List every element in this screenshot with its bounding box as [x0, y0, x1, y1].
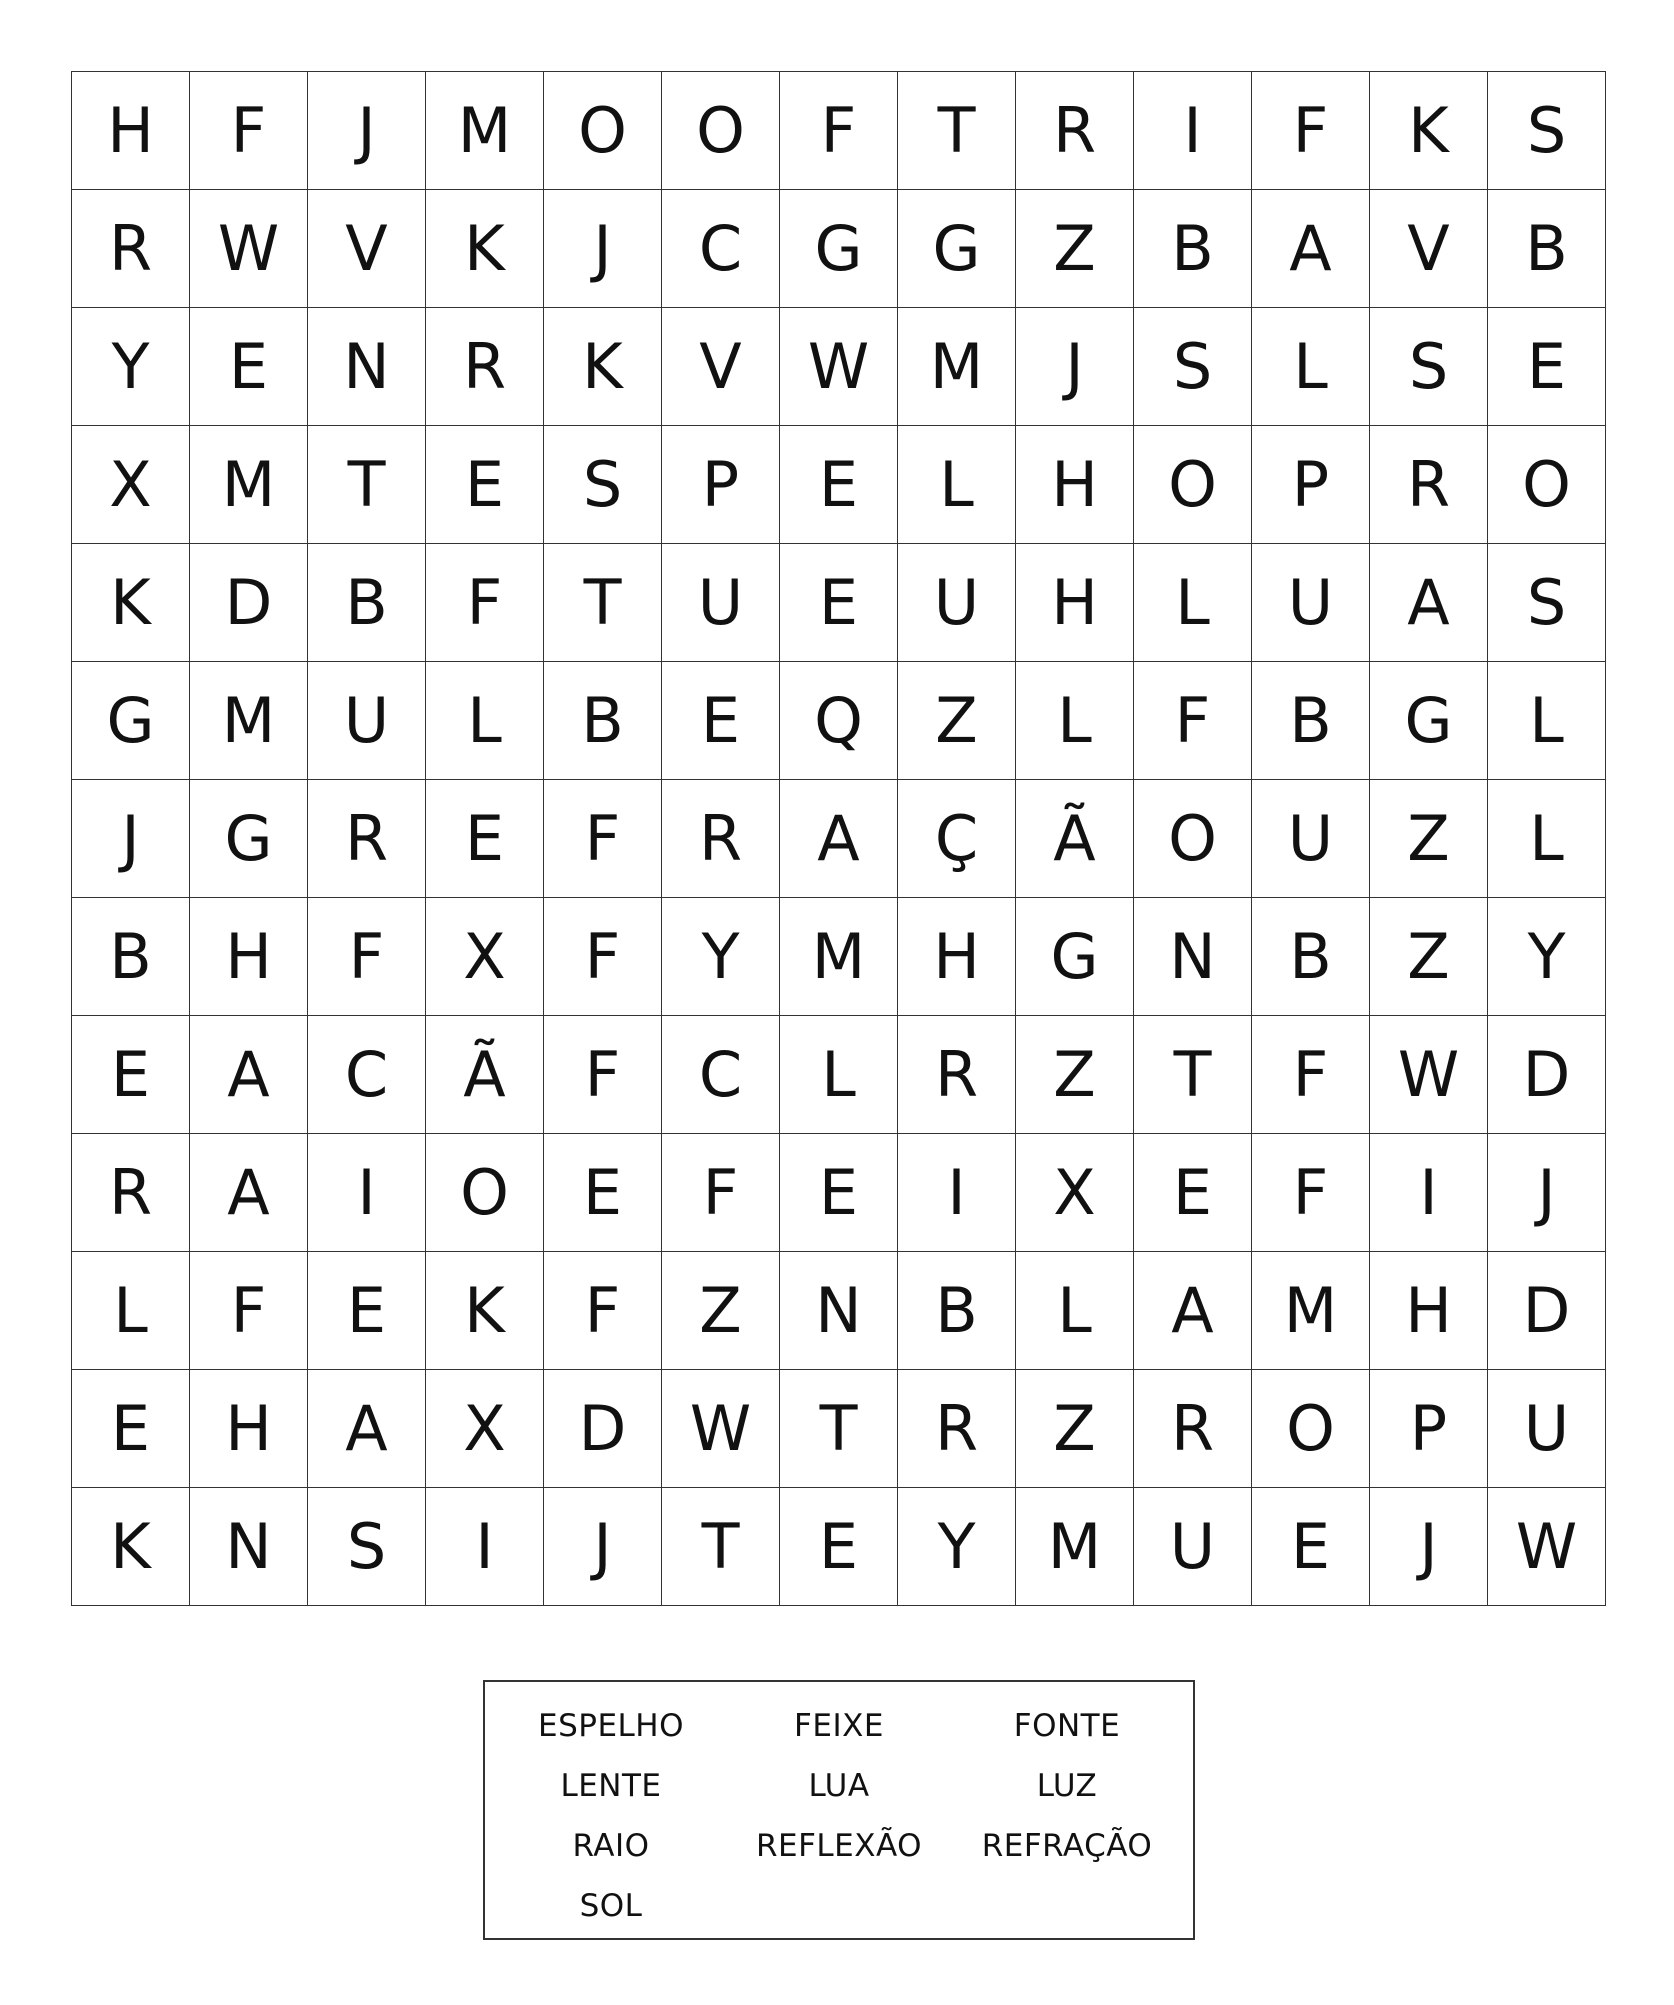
grid-cell[interactable]: N: [190, 1488, 308, 1606]
grid-cell[interactable]: P: [1252, 426, 1370, 544]
grid-cell[interactable]: Z: [1370, 898, 1488, 1016]
grid-cell[interactable]: R: [426, 308, 544, 426]
grid-cell[interactable]: R: [662, 780, 780, 898]
grid-cell[interactable]: W: [1488, 1488, 1606, 1606]
grid-cell[interactable]: I: [308, 1134, 426, 1252]
grid-cell[interactable]: Ã: [426, 1016, 544, 1134]
grid-cell[interactable]: E: [780, 1488, 898, 1606]
grid-cell[interactable]: X: [72, 426, 190, 544]
word-list: [483, 1680, 1195, 1940]
grid-cell[interactable]: M: [190, 662, 308, 780]
grid-cell[interactable]: J: [72, 780, 190, 898]
grid-cell[interactable]: R: [898, 1370, 1016, 1488]
grid-cell[interactable]: S: [544, 426, 662, 544]
grid-cell[interactable]: F: [426, 544, 544, 662]
grid-cell[interactable]: B: [1134, 190, 1252, 308]
grid-cell[interactable]: R: [898, 1016, 1016, 1134]
grid-cell[interactable]: N: [308, 308, 426, 426]
grid-cell[interactable]: S: [1134, 308, 1252, 426]
grid-cell[interactable]: C: [308, 1016, 426, 1134]
grid-cell[interactable]: Y: [662, 898, 780, 1016]
grid-cell[interactable]: A: [780, 780, 898, 898]
grid-cell[interactable]: W: [780, 308, 898, 426]
grid-cell[interactable]: R: [1134, 1370, 1252, 1488]
grid-cell[interactable]: W: [662, 1370, 780, 1488]
grid-cell[interactable]: L: [1488, 662, 1606, 780]
grid-cell[interactable]: R: [72, 1134, 190, 1252]
grid-cell[interactable]: Y: [1488, 898, 1606, 1016]
grid-cell[interactable]: E: [662, 662, 780, 780]
grid-cell[interactable]: K: [72, 1488, 190, 1606]
grid-cell[interactable]: L: [426, 662, 544, 780]
grid-cell[interactable]: F: [190, 72, 308, 190]
grid-cell[interactable]: M: [1016, 1488, 1134, 1606]
grid-cell[interactable]: M: [190, 426, 308, 544]
grid-cell[interactable]: I: [1134, 72, 1252, 190]
grid-cell[interactable]: G: [72, 662, 190, 780]
grid-cell[interactable]: H: [72, 72, 190, 190]
grid-cell[interactable]: M: [898, 308, 1016, 426]
grid-cell[interactable]: S: [1488, 72, 1606, 190]
grid-cell[interactable]: M: [780, 898, 898, 1016]
grid-cell[interactable]: Y: [72, 308, 190, 426]
grid-cell[interactable]: F: [780, 72, 898, 190]
grid-cell[interactable]: A: [190, 1134, 308, 1252]
grid-cell[interactable]: Q: [780, 662, 898, 780]
grid-cell[interactable]: Y: [898, 1488, 1016, 1606]
grid-cell[interactable]: K: [426, 1252, 544, 1370]
grid-cell[interactable]: F: [544, 898, 662, 1016]
grid-cell[interactable]: C: [662, 190, 780, 308]
grid-cell[interactable]: U: [1252, 544, 1370, 662]
grid-cell[interactable]: I: [898, 1134, 1016, 1252]
grid-cell[interactable]: L: [898, 426, 1016, 544]
grid-cell[interactable]: L: [1016, 662, 1134, 780]
word-list-item: REFLEXÃO: [755, 1828, 923, 1864]
grid-cell[interactable]: K: [1370, 72, 1488, 190]
word-list-item: FONTE: [1013, 1708, 1121, 1744]
grid-cell[interactable]: U: [308, 662, 426, 780]
grid-cell[interactable]: O: [662, 72, 780, 190]
grid-cell[interactable]: E: [1252, 1488, 1370, 1606]
grid-cell[interactable]: D: [1488, 1016, 1606, 1134]
grid-cell[interactable]: R: [72, 190, 190, 308]
word-search-grid: [71, 71, 1606, 1606]
grid-cell[interactable]: Ã: [1016, 780, 1134, 898]
grid-cell[interactable]: U: [662, 544, 780, 662]
grid-cell[interactable]: F: [544, 1252, 662, 1370]
grid-cell[interactable]: B: [898, 1252, 1016, 1370]
grid-cell[interactable]: J: [1488, 1134, 1606, 1252]
grid-cell[interactable]: O: [1134, 780, 1252, 898]
grid-cell[interactable]: O: [426, 1134, 544, 1252]
word-list-item: LUZ: [1036, 1768, 1098, 1804]
grid-cell[interactable]: O: [1134, 426, 1252, 544]
grid-cell[interactable]: L: [1488, 780, 1606, 898]
grid-cell[interactable]: E: [1134, 1134, 1252, 1252]
grid-cell[interactable]: T: [544, 544, 662, 662]
grid-cell[interactable]: V: [1370, 190, 1488, 308]
grid-cell[interactable]: E: [308, 1252, 426, 1370]
grid-cell[interactable]: H: [1016, 426, 1134, 544]
grid-cell[interactable]: U: [1134, 1488, 1252, 1606]
grid-cell[interactable]: A: [190, 1016, 308, 1134]
grid-cell[interactable]: E: [544, 1134, 662, 1252]
grid-cell[interactable]: H: [190, 1370, 308, 1488]
grid-cell[interactable]: Z: [1016, 1016, 1134, 1134]
grid-cell[interactable]: A: [1134, 1252, 1252, 1370]
grid-cell[interactable]: E: [780, 426, 898, 544]
grid-cell[interactable]: L: [1016, 1252, 1134, 1370]
grid-cell[interactable]: C: [662, 1016, 780, 1134]
grid-cell[interactable]: W: [190, 190, 308, 308]
word-list-item: LUA: [808, 1768, 870, 1804]
grid-cell[interactable]: B: [308, 544, 426, 662]
grid-cell[interactable]: B: [544, 662, 662, 780]
grid-cell[interactable]: R: [1016, 72, 1134, 190]
word-list-item: REFRAÇÃO: [981, 1828, 1153, 1864]
grid-cell[interactable]: L: [780, 1016, 898, 1134]
grid-cell[interactable]: U: [898, 544, 1016, 662]
grid-cell[interactable]: X: [426, 1370, 544, 1488]
grid-cell[interactable]: E: [780, 544, 898, 662]
grid-cell[interactable]: V: [662, 308, 780, 426]
grid-cell[interactable]: L: [1134, 544, 1252, 662]
grid-cell[interactable]: F: [1252, 1134, 1370, 1252]
grid-cell[interactable]: T: [308, 426, 426, 544]
grid-cell[interactable]: T: [898, 72, 1016, 190]
grid-cell[interactable]: K: [72, 544, 190, 662]
grid-cell[interactable]: D: [544, 1370, 662, 1488]
grid-cell[interactable]: G: [1016, 898, 1134, 1016]
grid-cell[interactable]: E: [72, 1016, 190, 1134]
grid-cell[interactable]: D: [190, 544, 308, 662]
grid-cell[interactable]: E: [780, 1134, 898, 1252]
grid-cell[interactable]: F: [1252, 72, 1370, 190]
grid-cell[interactable]: L: [72, 1252, 190, 1370]
grid-cell[interactable]: F: [190, 1252, 308, 1370]
grid-cell[interactable]: N: [1134, 898, 1252, 1016]
grid-cell[interactable]: Ç: [898, 780, 1016, 898]
grid-cell[interactable]: S: [1488, 544, 1606, 662]
grid-cell[interactable]: B: [1252, 662, 1370, 780]
grid-cell[interactable]: I: [1370, 1134, 1488, 1252]
grid-cell[interactable]: X: [1016, 1134, 1134, 1252]
grid-cell[interactable]: P: [1370, 1370, 1488, 1488]
grid-cell[interactable]: F: [308, 898, 426, 1016]
grid-cell[interactable]: J: [1370, 1488, 1488, 1606]
grid-cell[interactable]: F: [544, 1016, 662, 1134]
grid-cell[interactable]: R: [308, 780, 426, 898]
grid-cell[interactable]: P: [662, 426, 780, 544]
grid-cell[interactable]: G: [898, 190, 1016, 308]
grid-cell[interactable]: K: [544, 308, 662, 426]
grid-cell[interactable]: S: [1370, 308, 1488, 426]
word-list-item: SOL: [579, 1888, 643, 1924]
grid-cell[interactable]: E: [426, 780, 544, 898]
grid-cell[interactable]: X: [426, 898, 544, 1016]
grid-cell[interactable]: Z: [1370, 780, 1488, 898]
word-list-item: FEIXE: [794, 1708, 884, 1744]
grid-cell[interactable]: T: [662, 1488, 780, 1606]
grid-cell[interactable]: K: [426, 190, 544, 308]
grid-cell[interactable]: H: [1016, 544, 1134, 662]
grid-cell[interactable]: J: [544, 1488, 662, 1606]
grid-cell[interactable]: G: [1370, 662, 1488, 780]
grid-cell[interactable]: F: [1252, 1016, 1370, 1134]
grid-cell[interactable]: O: [1488, 426, 1606, 544]
word-list-item: RAIO: [572, 1828, 650, 1864]
grid-cell[interactable]: B: [72, 898, 190, 1016]
grid-cell[interactable]: R: [1370, 426, 1488, 544]
grid-cell[interactable]: G: [780, 190, 898, 308]
grid-cell[interactable]: O: [1252, 1370, 1370, 1488]
grid-cell[interactable]: E: [426, 426, 544, 544]
grid-cell[interactable]: J: [308, 72, 426, 190]
grid-cell[interactable]: F: [662, 1134, 780, 1252]
grid-cell[interactable]: A: [1252, 190, 1370, 308]
grid-cell[interactable]: Z: [1016, 190, 1134, 308]
grid-cell[interactable]: O: [544, 72, 662, 190]
grid-cell[interactable]: H: [1370, 1252, 1488, 1370]
grid-cell[interactable]: J: [544, 190, 662, 308]
grid-cell[interactable]: B: [1488, 190, 1606, 308]
grid-cell[interactable]: A: [308, 1370, 426, 1488]
word-list-item: ESPELHO: [537, 1708, 685, 1744]
grid-cell[interactable]: D: [1488, 1252, 1606, 1370]
grid-cell[interactable]: U: [1488, 1370, 1606, 1488]
grid-cell[interactable]: H: [898, 898, 1016, 1016]
grid-cell[interactable]: F: [544, 780, 662, 898]
grid-cell[interactable]: T: [780, 1370, 898, 1488]
grid-cell[interactable]: I: [426, 1488, 544, 1606]
grid-cell[interactable]: Z: [1016, 1370, 1134, 1488]
grid-cell[interactable]: H: [190, 898, 308, 1016]
grid-cell[interactable]: M: [426, 72, 544, 190]
grid-cell[interactable]: E: [190, 308, 308, 426]
grid-cell[interactable]: S: [308, 1488, 426, 1606]
grid-cell[interactable]: Z: [898, 662, 1016, 780]
grid-cell[interactable]: Z: [662, 1252, 780, 1370]
grid-cell[interactable]: B: [1252, 898, 1370, 1016]
grid-cell[interactable]: U: [1252, 780, 1370, 898]
grid-cell[interactable]: W: [1370, 1016, 1488, 1134]
grid-cell[interactable]: M: [1252, 1252, 1370, 1370]
grid-cell[interactable]: T: [1134, 1016, 1252, 1134]
grid-cell[interactable]: E: [72, 1370, 190, 1488]
grid-cell[interactable]: L: [1252, 308, 1370, 426]
grid-cell[interactable]: V: [308, 190, 426, 308]
grid-cell[interactable]: G: [190, 780, 308, 898]
grid-cell[interactable]: E: [1488, 308, 1606, 426]
grid-cell[interactable]: J: [1016, 308, 1134, 426]
grid-cell[interactable]: A: [1370, 544, 1488, 662]
grid-cell[interactable]: N: [780, 1252, 898, 1370]
word-list-item: LENTE: [560, 1768, 662, 1804]
grid-cell[interactable]: F: [1134, 662, 1252, 780]
